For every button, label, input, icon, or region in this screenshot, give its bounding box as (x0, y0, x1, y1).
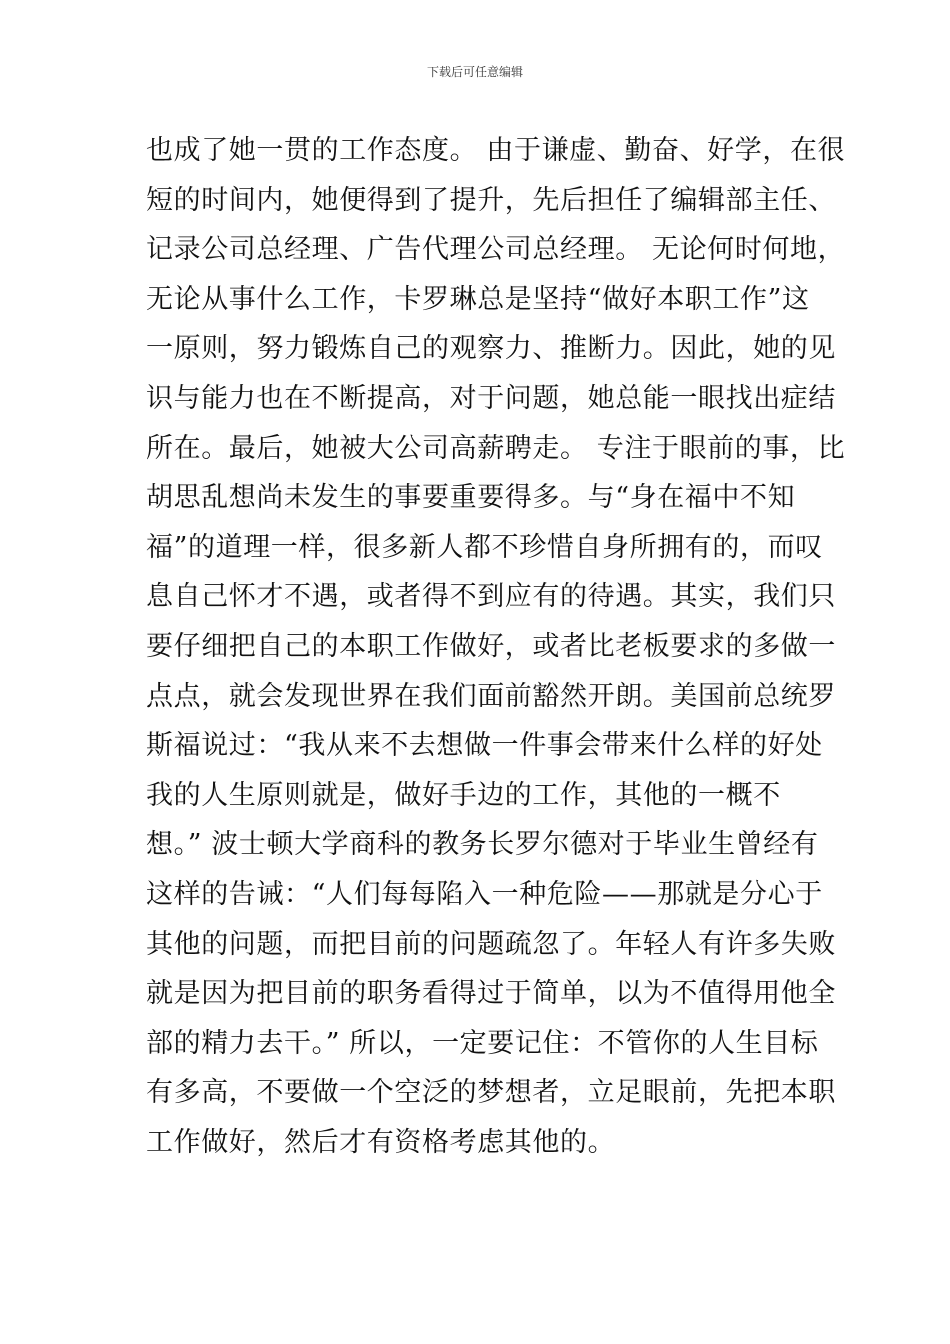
text-line: 要仔细把自己的本职工作做好，或者比老板要求的多做一 (146, 630, 836, 662)
text-line: 记录公司总经理、广告代理公司总经理。 无论何时何地， (146, 234, 846, 266)
text-line: 点点，就会发现世界在我们面前豁然开朗。美国前总统罗 (146, 680, 836, 712)
text-line: 就是因为把目前的职务看得过于简单，以为不值得用他全 (146, 978, 836, 1010)
text-line: 识与能力也在不断提高，对于问题，她总能一眼找出症结 (146, 382, 836, 414)
text-line: 无论从事什么工作，卡罗琳总是坚持“做好本职工作”这 (146, 283, 810, 315)
text-line: 短的时间内，她便得到了提升，先后担任了编辑部主任、 (146, 184, 836, 216)
text-line: 其他的问题，而把目前的问题疏忽了。年轻人有许多失败 (146, 928, 836, 960)
text-line: 工作做好，然后才有资格考虑其他的。 (146, 1126, 616, 1158)
text-line: 一原则，努力锻炼自己的观察力、推断力。因此，她的见 (146, 333, 836, 365)
text-line: 有多高，不要做一个空泛的梦想者，立足眼前，先把本职 (146, 1077, 836, 1109)
text-line: 胡思乱想尚未发生的事要重要得多。与“身在福中不知 (146, 482, 796, 514)
body-text (146, 126, 846, 1167)
page-header-note: 下载后可任意编辑 (426, 65, 523, 79)
text-line: 息自己怀才不遇，或者得不到应有的待遇。其实，我们只 (146, 581, 836, 613)
text-line: 斯福说过：“我从来不去想做一件事会带来什么样的好处 (146, 730, 823, 762)
text-line: 所在。最后，她被大公司高薪聘走。 专注于眼前的事，比 (146, 432, 846, 464)
text-line: 想。” 波士顿大学商科的教务长罗尔德对于毕业生曾经有 (146, 829, 819, 861)
text-line: 我的人生原则就是，做好手边的工作，其他的一概不 (146, 779, 781, 811)
text-line: 也成了她一贯的工作态度。 由于谦虚、勤奋、好学，在很 (146, 135, 846, 166)
text-line: 这样的告诫：“人们每每陷入一种危险——那就是分心于 (146, 878, 823, 910)
text-line: 福”的道理一样，很多新人都不珍惜自身所拥有的，而叹 (146, 531, 823, 563)
text-line: 部的精力去干。” 所以，一定要记住：不管你的人生目标 (146, 1027, 819, 1059)
